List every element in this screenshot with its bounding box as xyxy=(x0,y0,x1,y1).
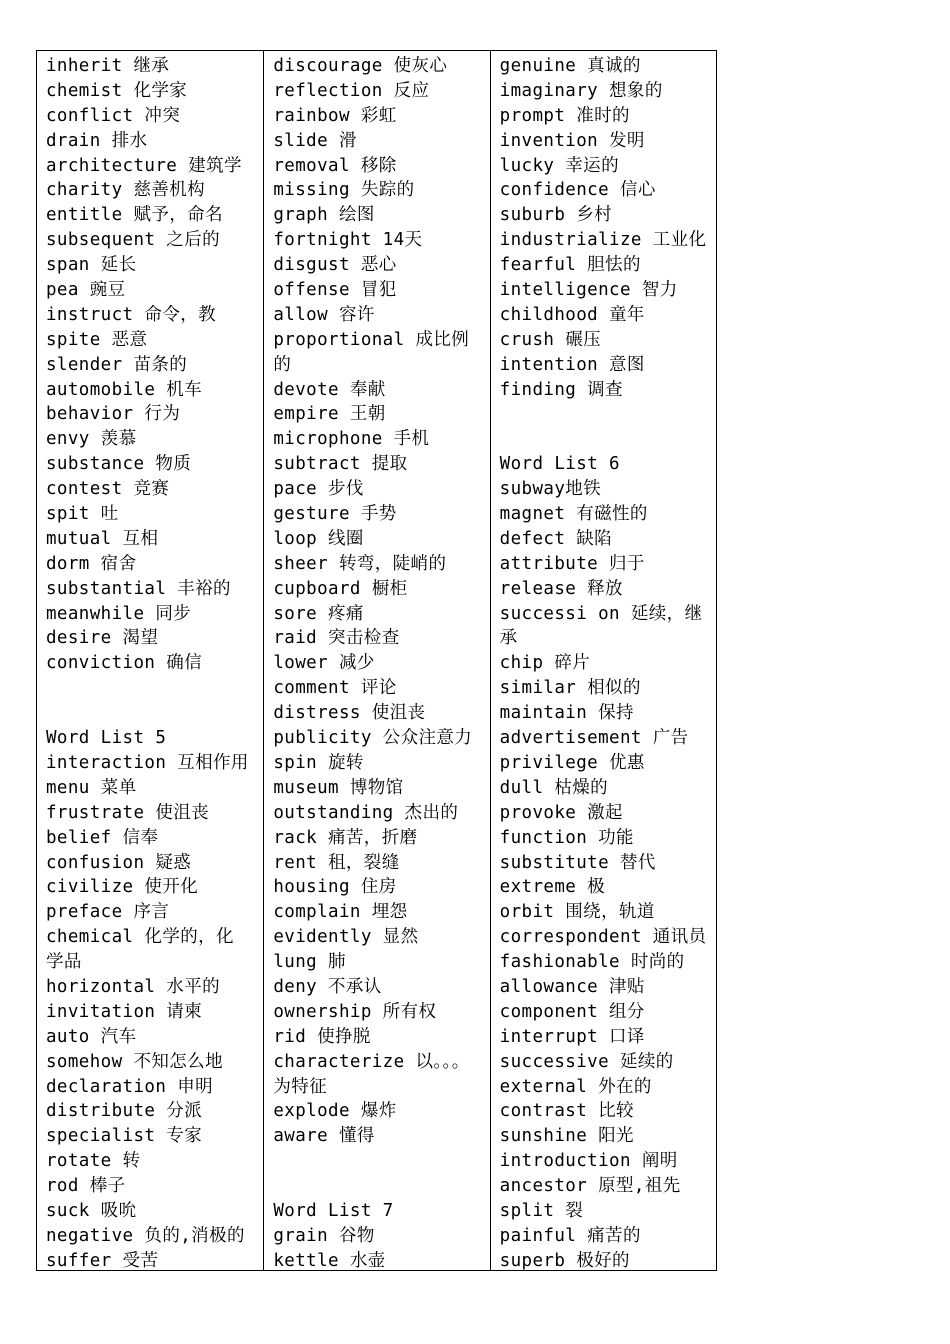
word-entry: disgust 恶心 xyxy=(273,255,397,276)
word-entry: lucky 幸运的 xyxy=(499,155,619,176)
word-entry: spin 旋转 xyxy=(273,752,364,773)
word-entry: architecture 建筑学 xyxy=(46,155,242,176)
word-entry: component 组分 xyxy=(499,1001,645,1022)
word-entry: rod 棒子 xyxy=(46,1176,126,1197)
word-entry: suffer 受苦 xyxy=(46,1250,159,1270)
word-entry: sunshine 阳光 xyxy=(499,1126,634,1147)
word-entry: grain 谷物 xyxy=(273,1225,375,1246)
word-entry: auto 汽车 xyxy=(46,1026,137,1047)
word-entry: deny 不承认 xyxy=(273,976,382,997)
word-entry: subsequent 之后的 xyxy=(46,230,220,251)
word-entry: menu 菜单 xyxy=(46,777,137,798)
word-entry: specialist 专家 xyxy=(46,1126,203,1147)
word-entry xyxy=(46,701,257,726)
word-entry: evidently 显然 xyxy=(273,927,419,948)
word-entry: finding 调查 xyxy=(499,379,623,400)
word-entry: slide 滑 xyxy=(273,130,357,151)
word-entry: complain 埋怨 xyxy=(273,902,408,923)
word-entry: painful 痛苦的 xyxy=(499,1225,641,1246)
word-entry: contest 竞赛 xyxy=(46,479,170,500)
word-entry: privilege 优惠 xyxy=(499,752,645,773)
word-entry: intelligence 智力 xyxy=(499,280,678,301)
word-entry: subway地铁 xyxy=(499,479,602,500)
word-entry: defect 缺陷 xyxy=(499,528,613,549)
word-entry xyxy=(46,676,257,701)
word-entry: reflection 反应 xyxy=(273,80,430,101)
word-entry: 学品 xyxy=(46,952,82,973)
word-entry: similar 相似的 xyxy=(499,678,641,699)
word-entry: ancestor 原型,祖先 xyxy=(499,1176,681,1197)
word-entry: prompt 准时的 xyxy=(499,105,630,126)
word-entry: lung 肺 xyxy=(273,952,346,973)
word-entry: preface 序言 xyxy=(46,902,170,923)
word-entry: suck 吸吮 xyxy=(46,1200,137,1221)
word-entry: successi on 延续，继 xyxy=(499,603,703,624)
word-entry: inherit 继承 xyxy=(46,56,170,76)
word-entry: devote 奉献 xyxy=(273,379,386,400)
word-entry: chemist 化学家 xyxy=(46,80,188,101)
word-entry: gesture 手势 xyxy=(273,504,397,525)
word-entry: museum 博物馆 xyxy=(273,777,404,798)
word-entry: proportional 成比例 xyxy=(273,329,470,350)
word-entry: invitation 请柬 xyxy=(46,1001,203,1022)
word-entry: belief 信奉 xyxy=(46,827,159,848)
word-entry: outstanding 杰出的 xyxy=(273,802,459,823)
word-entry: advertisement 广告 xyxy=(499,728,689,749)
word-entry: instruct 命令，教 xyxy=(46,304,217,325)
word-entry: lower 减少 xyxy=(273,653,375,674)
word-entry: magnet 有磁性的 xyxy=(499,504,648,525)
word-entry: rack 痛苦，折磨 xyxy=(273,827,418,848)
word-entry: dorm 宿舍 xyxy=(46,553,137,574)
word-entry: introduction 阐明 xyxy=(499,1151,678,1172)
word-entry: extreme 极 xyxy=(499,877,606,898)
word-entry: offense 冒犯 xyxy=(273,280,397,301)
word-entry: distribute 分派 xyxy=(46,1101,203,1122)
word-entry: Word List 5 xyxy=(46,728,167,749)
word-entry: confusion 疑惑 xyxy=(46,852,192,873)
word-entry: suburb 乡村 xyxy=(499,205,613,226)
word-entry: slender 苗条的 xyxy=(46,354,188,375)
word-entry: childhood 童年 xyxy=(499,304,645,325)
word-entry: distress 使沮丧 xyxy=(273,703,426,724)
word-entry: pace 步伐 xyxy=(273,479,364,500)
word-entry: fortnight 14天 xyxy=(273,230,423,251)
word-entry: rid 使挣脱 xyxy=(273,1026,371,1047)
word-entry: superb 极好的 xyxy=(499,1250,630,1270)
word-entry: maintain 保持 xyxy=(499,703,634,724)
word-entry xyxy=(500,402,710,427)
word-entry xyxy=(273,1149,483,1174)
word-entry: 为特征 xyxy=(273,1076,328,1097)
word-entry: automobile 机车 xyxy=(46,379,203,400)
word-entry: subtract 提取 xyxy=(273,454,408,475)
word-entry: function 功能 xyxy=(499,827,634,848)
word-entry: allowance 津贴 xyxy=(499,976,645,997)
word-entry: span 延长 xyxy=(46,255,137,276)
word-entry: mutual 互相 xyxy=(46,528,159,549)
word-entry: crush 碾压 xyxy=(499,329,602,350)
word-entry: orbit 围绕，轨道 xyxy=(499,902,655,923)
word-entry: removal 移除 xyxy=(273,155,397,176)
word-entry: graph 绘图 xyxy=(273,205,375,226)
word-entry: sore 疼痛 xyxy=(273,603,364,624)
word-entry: invention 发明 xyxy=(499,130,645,151)
word-entry: sheer 转弯，陡峭的 xyxy=(273,553,447,574)
word-entry: successive 延续的 xyxy=(499,1051,674,1072)
word-entry: microphone 手机 xyxy=(273,429,430,450)
word-entry: ownership 所有权 xyxy=(273,1001,437,1022)
word-list-table xyxy=(36,50,717,1271)
word-entry: contrast 比较 xyxy=(499,1101,634,1122)
word-entry: external 外在的 xyxy=(499,1076,652,1097)
word-entry: substance 物质 xyxy=(46,454,192,475)
word-entry: substitute 替代 xyxy=(499,852,656,873)
word-entry: pea 豌豆 xyxy=(46,280,126,301)
word-entry: fearful 胆怯的 xyxy=(499,255,641,276)
word-entry: somehow 不知怎么地 xyxy=(46,1051,223,1072)
word-entry: meanwhile 同步 xyxy=(46,603,192,624)
word-entry: missing 失踪的 xyxy=(273,180,415,201)
word-entry: intention 意图 xyxy=(499,354,645,375)
word-entry: comment 评论 xyxy=(273,678,397,699)
word-entry: explode 爆炸 xyxy=(273,1101,397,1122)
word-entry: publicity 公众注意力 xyxy=(273,728,473,749)
word-entry: desire 渴望 xyxy=(46,628,159,649)
column-1 xyxy=(37,51,263,1270)
word-entry: horizontal 水平的 xyxy=(46,976,220,997)
word-entry: chip 碎片 xyxy=(499,653,591,674)
word-entry: substantial 丰裕的 xyxy=(46,578,231,599)
word-entry: split 裂 xyxy=(499,1200,584,1221)
word-entry: conflict 冲突 xyxy=(46,105,181,126)
word-entry: kettle 水壶 xyxy=(273,1250,386,1270)
word-entry: raid 突击检查 xyxy=(273,628,400,649)
word-entry: civilize 使开化 xyxy=(46,877,199,898)
word-entry: interrupt 口译 xyxy=(499,1026,645,1047)
word-entry: discourage 使灰心 xyxy=(273,56,448,76)
word-entry: rotate 转 xyxy=(46,1151,141,1172)
word-entry xyxy=(500,427,710,452)
word-entry: aware 懂得 xyxy=(273,1126,375,1147)
word-entry: charity 慈善机构 xyxy=(46,180,206,201)
word-entry: attribute 归于 xyxy=(499,553,645,574)
column-3 xyxy=(490,51,716,1270)
word-entry: 的 xyxy=(273,354,292,375)
word-entry: rainbow 彩虹 xyxy=(273,105,397,126)
word-entry: Word List 7 xyxy=(273,1200,394,1221)
word-entry: 承 xyxy=(499,628,518,649)
word-entry: entitle 赋予，命名 xyxy=(46,205,223,226)
word-entry: housing 住房 xyxy=(273,877,397,898)
word-entry: cupboard 橱柜 xyxy=(273,578,408,599)
word-entry: envy 羡慕 xyxy=(46,429,137,450)
word-entry: empire 王朝 xyxy=(273,404,386,425)
word-entry: characterize 以。。。 xyxy=(273,1051,470,1072)
word-entry: confidence 信心 xyxy=(499,180,656,201)
word-entry xyxy=(273,1174,483,1199)
word-entry: chemical 化学的，化 xyxy=(46,927,234,948)
word-entry: allow 容许 xyxy=(273,304,375,325)
word-entry: conviction 确信 xyxy=(46,653,203,674)
word-entry: imaginary 想象的 xyxy=(499,80,663,101)
word-entry: negative 负的,消极的 xyxy=(46,1225,245,1246)
word-entry: frustrate 使沮丧 xyxy=(46,802,210,823)
word-entry: industrialize 工业化 xyxy=(499,230,707,251)
word-entry: Word List 6 xyxy=(499,454,620,475)
word-entry: loop 线圈 xyxy=(273,528,364,549)
word-entry: spit 吐 xyxy=(46,504,119,525)
word-entry: provoke 激起 xyxy=(499,802,623,823)
word-entry: interaction 互相作用 xyxy=(46,752,249,773)
word-entry: correspondent 通讯员 xyxy=(499,927,707,948)
word-entry: rent 租，裂缝 xyxy=(273,852,400,873)
column-2 xyxy=(263,51,489,1270)
word-entry: declaration 申明 xyxy=(46,1076,214,1097)
word-entry: fashionable 时尚的 xyxy=(499,952,685,973)
word-entry: genuine 真诚的 xyxy=(499,56,641,76)
word-entry: drain 排水 xyxy=(46,130,148,151)
word-entry: spite 恶意 xyxy=(46,329,148,350)
word-entry: dull 枯燥的 xyxy=(499,777,609,798)
word-entry: release 释放 xyxy=(499,578,623,599)
word-entry: behavior 行为 xyxy=(46,404,181,425)
